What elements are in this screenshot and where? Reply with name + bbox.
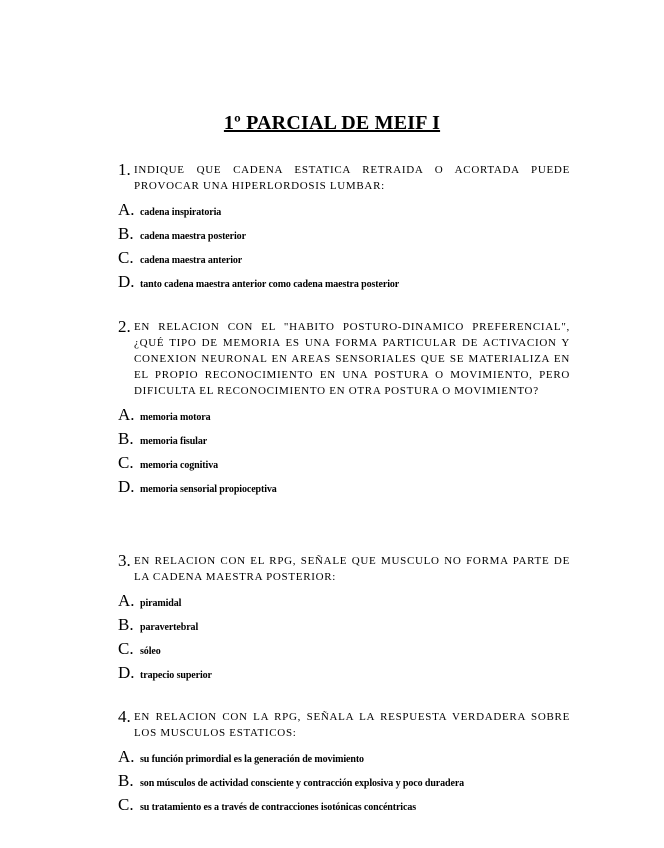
option-text: trapecio superior	[140, 670, 212, 681]
option-text: memoria fisular	[140, 436, 208, 447]
question-number: 1.	[118, 160, 131, 179]
option-d[interactable]	[118, 477, 570, 495]
option-a[interactable]	[118, 405, 570, 423]
option-b[interactable]	[118, 615, 570, 633]
question-text: INDIQUE QUE CADENA ESTATICA RETRAIDA O ACORTADA PUEDE PROVOCAR UNA HIPERLORDOSIS LUMBAR:	[134, 164, 570, 192]
question-text: EN RELACION CON LA RPG, SEÑALA LA RESPUESTA VERDADERA SOBRE LOS MUSCULOS ESTATICOS:	[134, 711, 570, 739]
option-text: su función primordial es la generación de movimiento	[140, 754, 364, 765]
question-3	[118, 553, 570, 681]
option-text: su tratamiento es a través de contracciones isotónicas concéntricas	[140, 802, 417, 813]
option-text: memoria motora	[140, 412, 211, 423]
option-c[interactable]	[118, 453, 570, 471]
option-letter: D.	[118, 663, 135, 682]
option-letter: C.	[118, 639, 134, 658]
option-b[interactable]	[118, 771, 570, 789]
option-text: memoria cognitiva	[140, 460, 219, 471]
page-title: 1º PARCIAL DE MEIF I	[223, 112, 441, 134]
question-2	[118, 319, 570, 495]
option-c[interactable]	[118, 248, 570, 266]
option-text: memoria sensorial propioceptiva	[140, 484, 277, 495]
option-text: piramidal	[140, 598, 182, 609]
option-b[interactable]	[118, 224, 570, 242]
option-letter: B.	[118, 771, 134, 790]
question-number: 2.	[118, 317, 131, 336]
option-letter: D.	[118, 477, 135, 496]
option-letter: A.	[118, 591, 135, 610]
option-letter: C.	[118, 248, 134, 267]
option-c[interactable]	[118, 795, 570, 813]
option-letter: D.	[118, 272, 135, 291]
question-text: EN RELACION CON EL RPG, SEÑALE QUE MUSCULO NO FORMA PARTE DE LA CADENA MAESTRA POSTERIOR:	[134, 555, 570, 583]
option-letter: B.	[118, 224, 134, 243]
question-number: 3.	[118, 551, 131, 570]
option-letter: C.	[118, 795, 134, 814]
option-d[interactable]	[118, 272, 570, 290]
option-d[interactable]	[118, 663, 570, 681]
option-letter: C.	[118, 453, 134, 472]
option-letter: B.	[118, 615, 134, 634]
option-text: son músculos de actividad consciente y contracción explosiva y poco duradera	[140, 778, 465, 789]
option-b[interactable]	[118, 429, 570, 447]
option-c[interactable]	[118, 639, 570, 657]
option-letter: A.	[118, 747, 135, 766]
option-text: paravertebral	[140, 622, 199, 633]
option-text: cadena maestra anterior	[140, 255, 243, 266]
option-text: sóleo	[140, 646, 161, 657]
option-text: cadena maestra posterior	[140, 231, 246, 242]
option-text: tanto cadena maestra anterior como cadena maestra posterior	[140, 279, 400, 290]
option-a[interactable]	[118, 591, 570, 609]
option-a[interactable]	[118, 200, 570, 218]
question-1	[118, 162, 570, 290]
question-text: EN RELACION CON EL "HABITO POSTURO-DINAMICO PREFERENCIAL", ¿QUÉ TIPO DE MEMORIA ES UNA FORMA PARTICULAR DE ACTIVACION Y CONEXION NEURONAL EN AREAS SENSORIALES QUE SE MATERIALIZA EN EL PROPIO RECONOCIMIENTO EN UNA POSTURA O MOVIMIENTO, PERO DIFICULTA EL RECONOCIMIENTO EN OTRA POSTURA O MOVIMIENTO?	[134, 321, 570, 397]
option-letter: A.	[118, 200, 135, 219]
option-text: cadena inspiratoria	[140, 207, 222, 218]
option-a[interactable]	[118, 747, 570, 765]
question-number: 4.	[118, 707, 131, 726]
option-letter: A.	[118, 405, 135, 424]
option-letter: B.	[118, 429, 134, 448]
question-4	[118, 709, 570, 813]
